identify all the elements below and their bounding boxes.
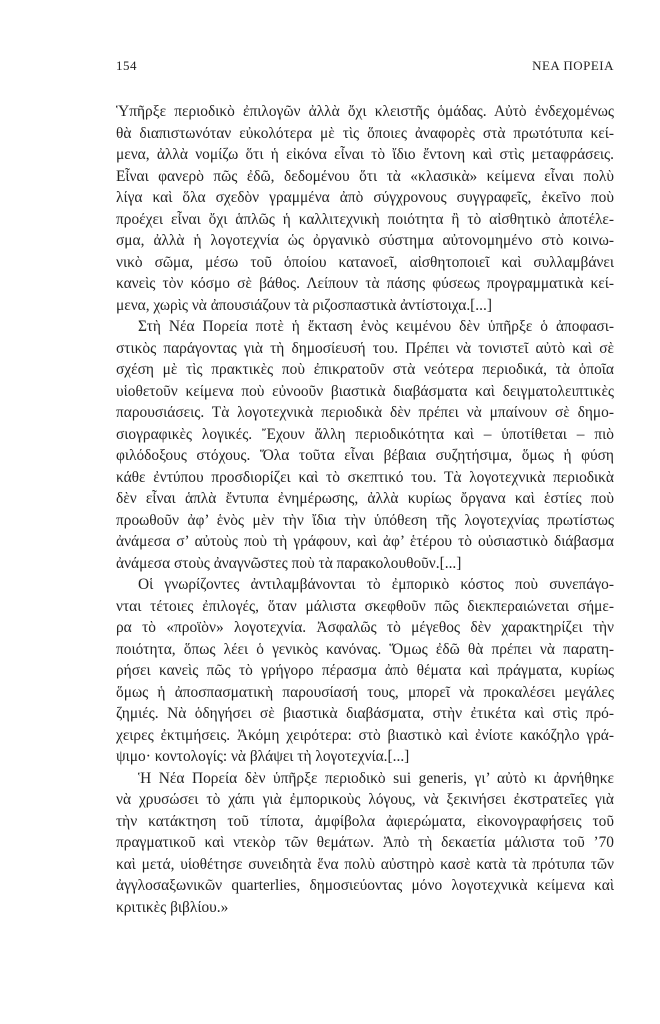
text-line: υἱοθετοῦν κείμενα ποὺ εὐνοοῦν βιαστικὰ διαβάσματα καὶ δειγματολειπτικὲς [116,382,614,400]
text-line: νὰ χρυσώσει τὸ χάπι γιὰ ἐμπορικοὺς λόγους, νὰ ξεκινήσει ἐκστρατεῖες γιὰ [116,791,614,808]
text-line: Εἶναι φανερὸ πῶς ἐδῶ, δεδομένου ὅτι τὰ «κλασικὰ» κείμενα εἶναι πολὺ [116,167,614,185]
text-line: θὰ διαπιστωνόταν εὐκολότερα μὲ τὶς ὅποιες ἀναφορὲς στὰ πρωτότυπα κεί- [116,124,614,142]
text-line: ρήσει κανεὶς πῶς τὸ γρήγορο πέρασμα ἀπὸ θέματα καὶ πράγματα, κυρίως [116,662,614,679]
paragraph [116,101,614,316]
text-line: νικὸ σῶμα, μέσω τοῦ ὁποίου κατανοεῖ, αἰσθητοποιεῖ καὶ συλλαμβάνει [116,253,614,271]
text-line: ποιότητα, ὅπως λέει ὁ γενικὸς κανόνας. Ὅμως ἐδῶ θὰ πρέπει νὰ παρατη- [116,640,614,658]
text-line: Ὑπῆρξε περιοδικὸ ἐπιλογῶν ἀλλὰ ὄχι κλειστῆς ὁμάδας. Αὐτὸ ἐνδεχομένως [116,103,614,120]
text-line: ἀνάμεσα σ’ αὐτοὺς ποὺ τὴ γράφουν, καὶ ἀφ’ ἑτέρου τὸ οὐσιαστικὸ διάβασμα [116,533,614,550]
text-line: νται τέτοιες ἐπιλογές, ὅταν μάλιστα σκεφθοῦν πῶς διεκπεραιώνεται σήμε- [116,597,614,615]
text-line: ὅμως ἡ ἀποσπασματικὴ παρουσίασή τους, μπορεῖ νὰ προκαλέσει μεγάλες [116,683,614,701]
text-line: κριτικὲς βιβλίου.» [116,898,229,916]
text-line: φιλόδοξους στόχους. Ὅλα τοῦτα εἶναι βέβαια συζητήσιμα, ὅμως ἡ φύση [116,447,614,464]
text-line: στικὸς παράγοντας γιὰ τὴ δημοσίευσή του. Πρέπει νὰ τονιστεῖ αὐτὸ καὶ σὲ [116,339,614,357]
text-line: σιογραφικὲς λογικές. Ἔχουν ἄλλη περιοδικότητα καὶ – ὑποτίθεται – πιὸ [116,425,614,443]
text-line: τὴν κατάκτηση τοῦ τίποτα, ἀμφίβολα ἀφιερώματα, εἰκονογραφήσεις τοῦ [116,812,614,830]
text-line: Στὴ Νέα Πορεία ποτὲ ἡ ἔκταση ἑνὸς κειμένου δὲν ὑπῆρξε ὁ ἀποφασι- [138,318,614,335]
text-line: Ἡ Νέα Πορεία δὲν ὑπῆρξε περιοδικὸ sui generis, γι’ αὐτὸ κι ἀρνήθηκε [138,769,614,787]
text-line: Οἱ γνωρίζοντες ἀντιλαμβάνονται τὸ ἐμπορικὸ κόστος ποὺ συνεπάγο- [138,576,614,593]
page-header [116,58,614,74]
text-line: παρουσιάσεις. Τὰ λογοτεχνικὰ περιοδικὰ δὲν πρέπει νὰ μπαίνουν σὲ δημο- [116,404,614,421]
text-line: ἀνάμεσα στοὺς ἀναγνῶστες ποὺ τὰ παρακολουθοῦν.[...] [116,554,462,572]
text-line: ψιμο· κοντολογίς: νὰ βλάψει τὴ λογοτεχνία.[...] [116,748,410,765]
text-line: σχέση μὲ τὶς πρακτικὲς ποὺ ἐπικρατοῦν στὰ νεότερα περιοδικά, τὰ ὁποῖα [116,361,614,378]
text-line: μενα, ἀλλὰ νομίζω ὅτι ἡ εἰκόνα εἶναι τὸ ἴδιο ἔντονη καὶ στὶς μεταφράσεις. [116,146,614,163]
text-line: πραγματικοῦ καὶ ντεκὸρ τῶν θεμάτων. Ἀπὸ τὴ δεκαετία μάλιστα τοῦ ’70 [116,834,614,851]
text-line: δὲν εἶναι ἁπλὰ ἔντυπα ἐνημέρωσης, ἀλλὰ κυρίως ὄργανα καὶ ἑστίες ποὺ [116,490,614,507]
text-line: κάθε ἐντύπου προσδιορίζει καὶ τὸ σκεπτικό του. Τὰ λογοτεχνικὰ περιοδικὰ [116,468,614,486]
running-title: ΝΕΑ ΠΟΡΕΙΑ [532,58,614,73]
page-number: 154 [116,58,137,73]
paragraph [116,574,614,768]
text-line: ρα τὸ «προϊὸν» λογοτεχνία. Ἀσφαλῶς τὸ μέγεθος δὲν χαρακτηρίζει τὴν [116,619,614,636]
text-line: κανεὶς τὸν κόσμο σὲ βάθος. Λείπουν τὰ πάσης φύσεως προγραμματικὰ κεί- [116,275,614,292]
text-line: προέχει εἶναι ὄχι ἁπλῶς ἡ καλλιτεχνικὴ ποιότητα ἢ τὸ αἰσθητικὸ ἀποτέλε- [116,210,614,228]
paragraph [116,316,614,574]
text-line: χειρες ἐκτιμήσεις. Ἀκόμη χειρότερα: στὸ βιαστικὸ καὶ ἐνίοτε κακόζηλο γρά- [116,726,614,744]
text-line: προωθοῦν ἀφ’ ἑνὸς μὲν τὴν ἴδια τὴν ὑπόθεση τῆς λογοτεχνίας πρωτίστως [116,511,614,529]
text-line: μενα, χωρὶς νὰ ἀπουσιάζουν τὰ ριζοσπαστικὰ ἀντίστοιχα.[...] [116,296,492,314]
text-line: ζημιές. Νὰ ὁδηγήσει σὲ βιαστικὰ διαβάσματα, στὴν ἐτικέτα καὶ στὶς πρό- [116,705,614,722]
text-line: καὶ μετά, υἱοθέτησε συνειδητὰ ἕνα πολὺ αὐστηρὸ κασὲ κατὰ τὰ πρότυπα τῶν [116,855,614,873]
text-line: σμα, ἀλλὰ ἡ λογοτεχνία ὡς ὀργανικὸ σύστημα αὐτονομημένο στὸ κοινω- [116,232,614,249]
body-text [116,101,614,918]
text-line: λίγα καὶ ὅλα σχεδὸν γραμμένα ἀπὸ σύγχρονους συγγραφεῖς, ἐκεῖνο ποὺ [116,189,614,206]
paragraph [116,768,614,919]
text-line: ἀγγλοσαξωνικῶν quarterlies, δημοσιεύοντας μόνο λογοτεχνικὰ κείμενα καὶ [116,877,614,894]
